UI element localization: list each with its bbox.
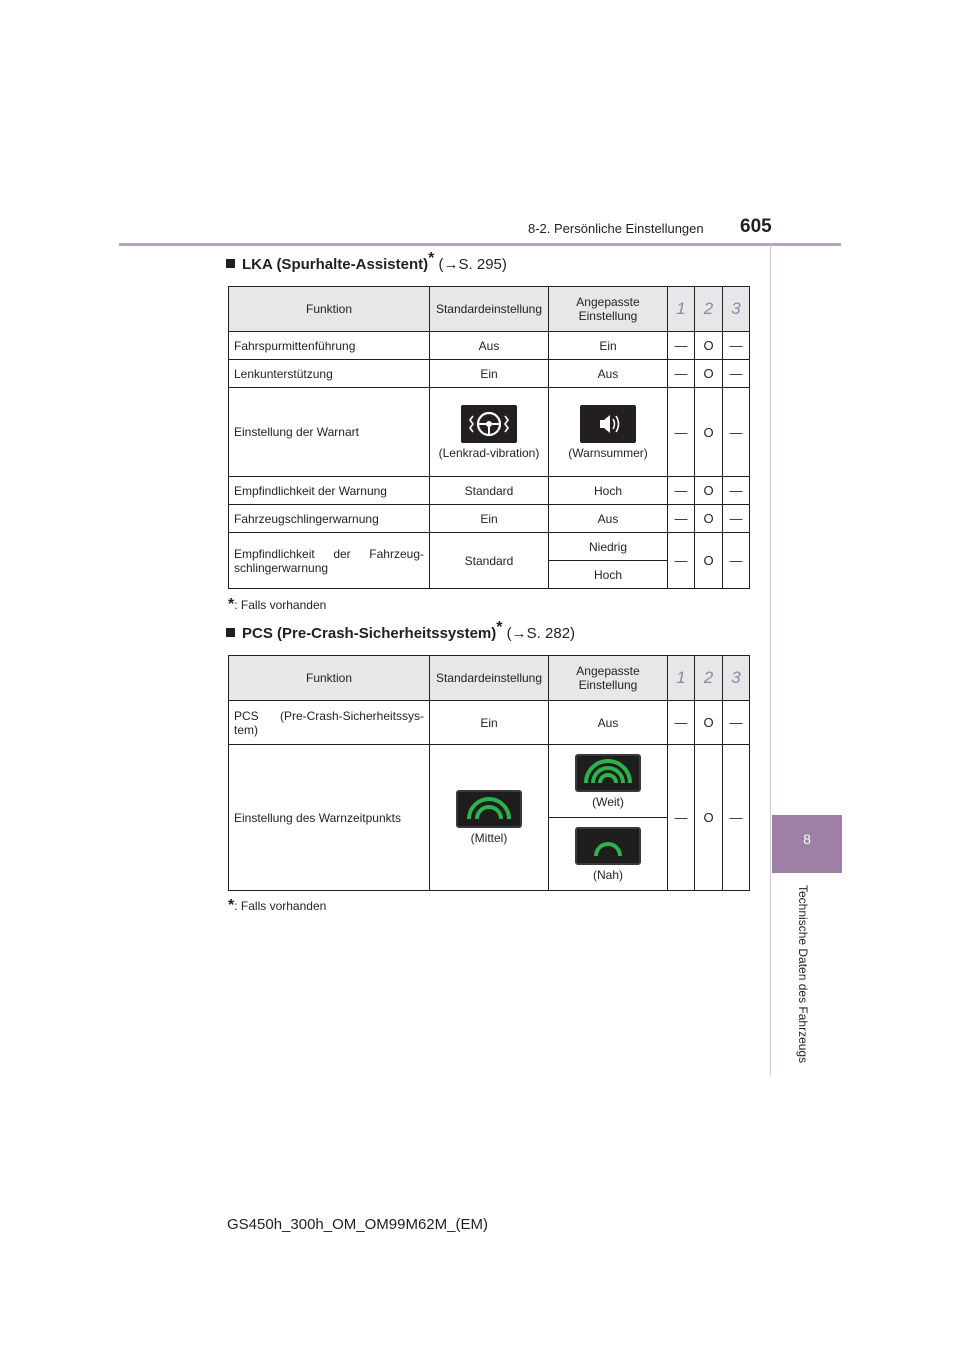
table-row xyxy=(229,745,750,818)
col-num-1-header: 1 xyxy=(668,656,695,701)
footnote-text: : Falls vorhanden xyxy=(234,899,327,913)
custom-cell: Aus xyxy=(549,505,668,533)
mark-cell: O xyxy=(695,745,723,891)
mark-cell: — xyxy=(668,388,695,477)
mark-cell: O xyxy=(695,477,723,505)
default-label: (Lenkrad-vibration) xyxy=(438,445,540,460)
mark-cell: O xyxy=(695,505,723,533)
mark-cell: — xyxy=(723,477,750,505)
steering-vibration-icon xyxy=(461,405,517,443)
default-cell: Ein xyxy=(430,701,549,745)
pcs-section-title xyxy=(226,619,576,642)
footnote-star: * xyxy=(228,596,235,613)
custom-cell xyxy=(549,388,668,477)
pcs-settings-table xyxy=(228,655,750,891)
mark-cell: — xyxy=(723,505,750,533)
table-header-row xyxy=(229,656,750,701)
mark-cell: — xyxy=(723,360,750,388)
mark-cell: — xyxy=(668,701,695,745)
mark-cell: — xyxy=(668,332,695,360)
custom-cell xyxy=(549,745,668,818)
mark-cell: O xyxy=(695,388,723,477)
table-row xyxy=(229,388,750,477)
col-default-header: Standardeinstellung xyxy=(430,656,549,701)
default-cell xyxy=(430,745,549,891)
lka-footnote xyxy=(228,596,326,614)
default-cell xyxy=(430,388,549,477)
col-default-header: Standardeinstellung xyxy=(430,287,549,332)
col-function-header: Funktion xyxy=(229,656,430,701)
custom-cell: Niedrig xyxy=(549,533,668,561)
function-cell: PCS (Pre-Crash-Sicherheitssys-tem) xyxy=(229,701,430,745)
page-number: 605 xyxy=(740,216,772,237)
mark-cell: — xyxy=(723,388,750,477)
reference[interactable]: (→S. 282) xyxy=(506,625,576,642)
custom-label: (Weit) xyxy=(592,794,624,809)
footnote-text: : Falls vorhanden xyxy=(234,598,327,612)
mark-cell: O xyxy=(695,533,723,589)
custom-cell: Hoch xyxy=(549,561,668,589)
custom-cell: Hoch xyxy=(549,477,668,505)
chapter-label: Technische Daten des Fahrzeugs xyxy=(796,885,810,1064)
col-function-header: Funktion xyxy=(229,287,430,332)
function-cell: Lenkunterstützung xyxy=(229,360,430,388)
warning-timing-middle-icon xyxy=(456,790,522,828)
buzzer-icon xyxy=(580,405,636,443)
pcs-footnote xyxy=(228,897,326,915)
mark-cell: O xyxy=(695,332,723,360)
custom-cell: Ein xyxy=(549,332,668,360)
bullet-square-icon xyxy=(226,259,235,268)
bullet-square-icon xyxy=(226,628,235,637)
pcs-title-text: PCS (Pre-Crash-Sicherheitssystem) xyxy=(242,625,497,642)
table-row xyxy=(229,477,750,505)
col-custom-header: Angepasste Einstellung xyxy=(549,287,668,332)
side-divider xyxy=(770,245,771,1075)
lka-reference-page: S. 295 xyxy=(458,256,502,273)
col-num-3-header: 3 xyxy=(723,656,750,701)
custom-label: (Warnsummer) xyxy=(568,445,648,460)
col-num-2-header: 2 xyxy=(695,656,723,701)
warning-timing-near-icon xyxy=(575,827,641,865)
document-code: GS450h_300h_OM_OM99M62M_(EM) xyxy=(227,1216,488,1233)
function-cell: Fahrspurmittenführung xyxy=(229,332,430,360)
default-cell: Standard xyxy=(430,533,549,589)
default-cell: Aus xyxy=(430,332,549,360)
mark-cell: — xyxy=(668,477,695,505)
col-custom-header: Angepasste Einstellung xyxy=(549,656,668,701)
mark-cell: — xyxy=(668,745,695,891)
col-num-1-header: 1 xyxy=(668,287,695,332)
footnote-star: * xyxy=(496,619,503,636)
warning-timing-far-icon xyxy=(575,754,641,792)
lka-section-title xyxy=(226,250,507,273)
mark-cell: — xyxy=(723,745,750,891)
col-num-2-header: 2 xyxy=(695,287,723,332)
function-cell: Einstellung des Warnzeitpunkts xyxy=(229,745,430,891)
default-cell: Ein xyxy=(430,505,549,533)
mark-cell: — xyxy=(723,701,750,745)
default-cell: Standard xyxy=(430,477,549,505)
mark-cell: O xyxy=(695,701,723,745)
custom-label: (Nah) xyxy=(592,867,623,882)
function-cell: Empfindlichkeit der Warnung xyxy=(229,477,430,505)
lka-settings-table xyxy=(228,286,750,589)
default-cell: Ein xyxy=(430,360,549,388)
mark-cell: — xyxy=(668,360,695,388)
custom-cell xyxy=(549,818,668,891)
table-row xyxy=(229,701,750,745)
table-header-row xyxy=(229,287,750,332)
custom-cell: Aus xyxy=(549,360,668,388)
table-row xyxy=(229,360,750,388)
reference[interactable]: (→S. 295) xyxy=(438,256,507,273)
mark-cell: — xyxy=(723,332,750,360)
default-label: (Mittel) xyxy=(470,831,508,845)
mark-cell: O xyxy=(695,360,723,388)
pcs-reference-page: S. 282 xyxy=(526,625,571,642)
custom-cell: Aus xyxy=(549,701,668,745)
mark-cell: — xyxy=(668,505,695,533)
mark-cell: — xyxy=(723,533,750,589)
header-divider xyxy=(119,243,841,246)
function-cell: Einstellung der Warnart xyxy=(229,388,430,477)
table-row xyxy=(229,533,750,561)
footnote-star: * xyxy=(228,897,235,914)
table-row xyxy=(229,332,750,360)
function-cell: Fahrzeugschlingerwarnung xyxy=(229,505,430,533)
chapter-tab[interactable] xyxy=(772,815,842,873)
section-heading: 8-2. Persönliche Einstellungen xyxy=(528,221,704,236)
chapter-number: 8 xyxy=(803,831,811,847)
col-num-3-header: 3 xyxy=(723,287,750,332)
table-row xyxy=(229,505,750,533)
mark-cell: — xyxy=(668,533,695,589)
lka-title-text: LKA (Spurhalte-Assistent) xyxy=(242,256,429,273)
footnote-star: * xyxy=(428,250,435,267)
function-cell: Empfindlichkeit der Fahrzeug-schlingerwarnung xyxy=(229,533,430,589)
